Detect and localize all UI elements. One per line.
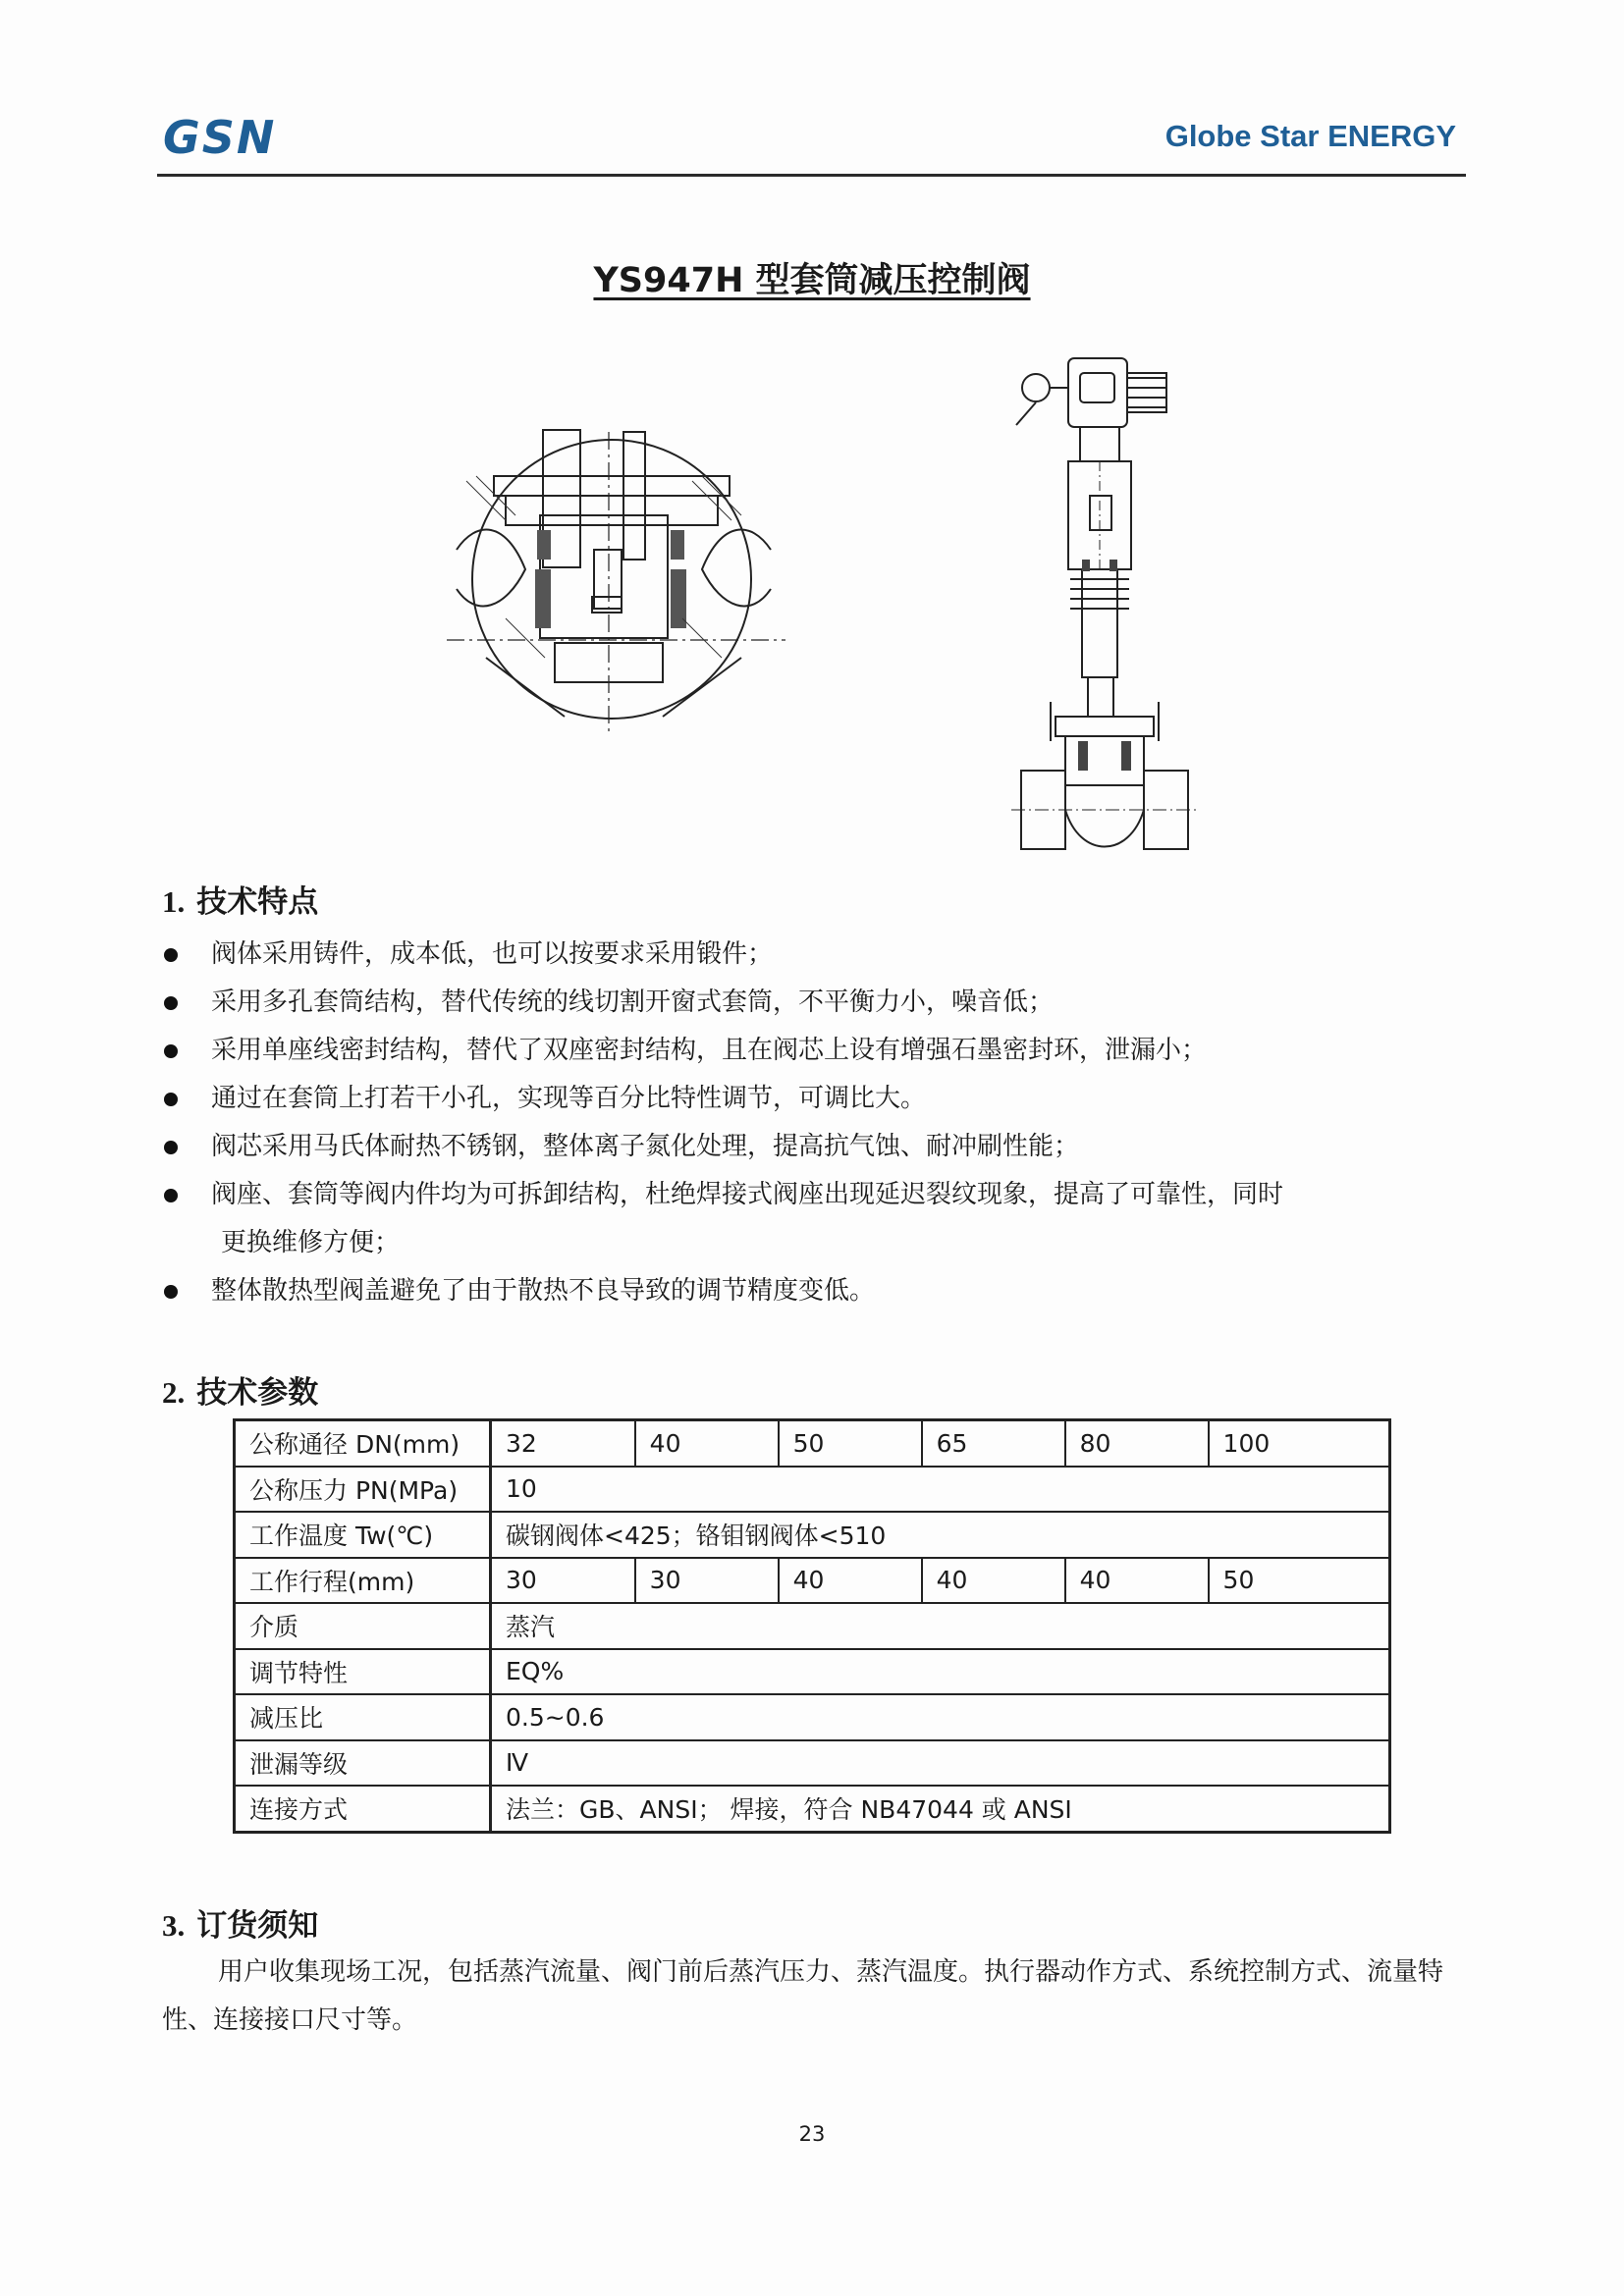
- document-title: YS947H 型套筒减压控制阀: [593, 261, 1031, 300]
- list-item: 阀座、套筒等阀内件均为可拆卸结构，杜绝焊接式阀座出现延迟裂纹现象，提高了可靠性，同时 更换维修方便；: [162, 1171, 1468, 1267]
- table-cell: 30: [635, 1558, 779, 1604]
- table-cell: 公称压力 PN(MPa): [235, 1467, 491, 1513]
- table-cell: 法兰：GB、ANSI； 焊接，符合 NB47044 或 ANSI: [491, 1786, 1390, 1832]
- table-cell: 10: [491, 1467, 1390, 1513]
- table-cell: Ⅳ: [491, 1740, 1390, 1787]
- table-cell: 50: [779, 1420, 922, 1467]
- company-name: Globe Star ENERGY: [1164, 119, 1456, 153]
- table-cell: 蒸汽: [491, 1603, 1390, 1649]
- table-row: [235, 1512, 1390, 1558]
- table-cell: 工作行程(mm): [235, 1558, 491, 1604]
- table-cell: 碳钢阀体<425；铬钼钢阀体<510: [491, 1512, 1390, 1558]
- list-item: 通过在套筒上打若干小孔，实现等百分比特性调节，可调比大。: [162, 1075, 1468, 1123]
- list-item: 采用单座线密封结构，替代了双座密封结构，且在阀芯上设有增强石墨密封环，泄漏小；: [162, 1027, 1468, 1075]
- table-cell: 调节特性: [235, 1649, 491, 1695]
- list-item: 整体散热型阀盖避免了由于散热不良导致的调节精度变低。: [162, 1267, 1468, 1315]
- table-cell: 65: [922, 1420, 1065, 1467]
- table-cell: 40: [1065, 1558, 1209, 1604]
- table-row: [235, 1558, 1390, 1604]
- table-cell: 泄漏等级: [235, 1740, 491, 1787]
- table-row: [235, 1649, 1390, 1695]
- table-row: [235, 1467, 1390, 1513]
- list-item: 采用多孔套筒结构，替代传统的线切割开窗式套筒，不平衡力小，噪音低；: [162, 979, 1468, 1027]
- table-row: [235, 1694, 1390, 1740]
- table-row: [235, 1786, 1390, 1832]
- table-cell: 减压比: [235, 1694, 491, 1740]
- table-cell: 连接方式: [235, 1786, 491, 1832]
- table-cell: 公称通径 DN(mm): [235, 1420, 491, 1467]
- order-paragraph: 用户收集现场工况，包括蒸汽流量、阀门前后蒸汽压力、蒸汽温度。执行器动作方式、系统控制方式、流量特性、连接接口尺寸等。: [162, 1957, 1444, 2035]
- table-cell: EQ%: [491, 1649, 1390, 1695]
- gsn-logo: GSN: [163, 111, 277, 164]
- section-params-heading: 2. 技术参数: [162, 1375, 319, 1411]
- parameters-table: [233, 1418, 1391, 1834]
- table-cell: 100: [1209, 1420, 1390, 1467]
- page-header: [157, 103, 1466, 177]
- table-cell: 40: [922, 1558, 1065, 1604]
- table-cell: 0.5~0.6: [491, 1694, 1390, 1740]
- table-cell: 32: [491, 1420, 635, 1467]
- valve-assembly-drawing: [1011, 348, 1218, 874]
- features-list: [162, 931, 1468, 1315]
- table-row: [235, 1603, 1390, 1649]
- table-row: [235, 1740, 1390, 1787]
- table-cell: 80: [1065, 1420, 1209, 1467]
- table-cell: 40: [779, 1558, 922, 1604]
- section-features-heading: 1. 技术特点: [162, 884, 319, 920]
- list-item-continuation: 更换维修方便；: [221, 1228, 401, 1257]
- table-cell: 工作温度 Tw(℃): [235, 1512, 491, 1558]
- table-cell: 30: [491, 1558, 635, 1604]
- table-cell: 40: [635, 1420, 779, 1467]
- list-item: 阀芯采用马氏体耐热不锈钢，整体离子氮化处理，提高抗气蚀、耐冲刷性能；: [162, 1123, 1468, 1171]
- table-cell: 50: [1209, 1558, 1390, 1604]
- page-number: 23: [798, 2122, 826, 2146]
- list-item: 阀体采用铸件，成本低，也可以按要求采用锻件；: [162, 931, 1468, 979]
- valve-detail-drawing: [447, 422, 785, 736]
- table-cell: 介质: [235, 1603, 491, 1649]
- table-row: [235, 1420, 1390, 1467]
- section-order-heading: 3. 订货须知: [162, 1908, 319, 1944]
